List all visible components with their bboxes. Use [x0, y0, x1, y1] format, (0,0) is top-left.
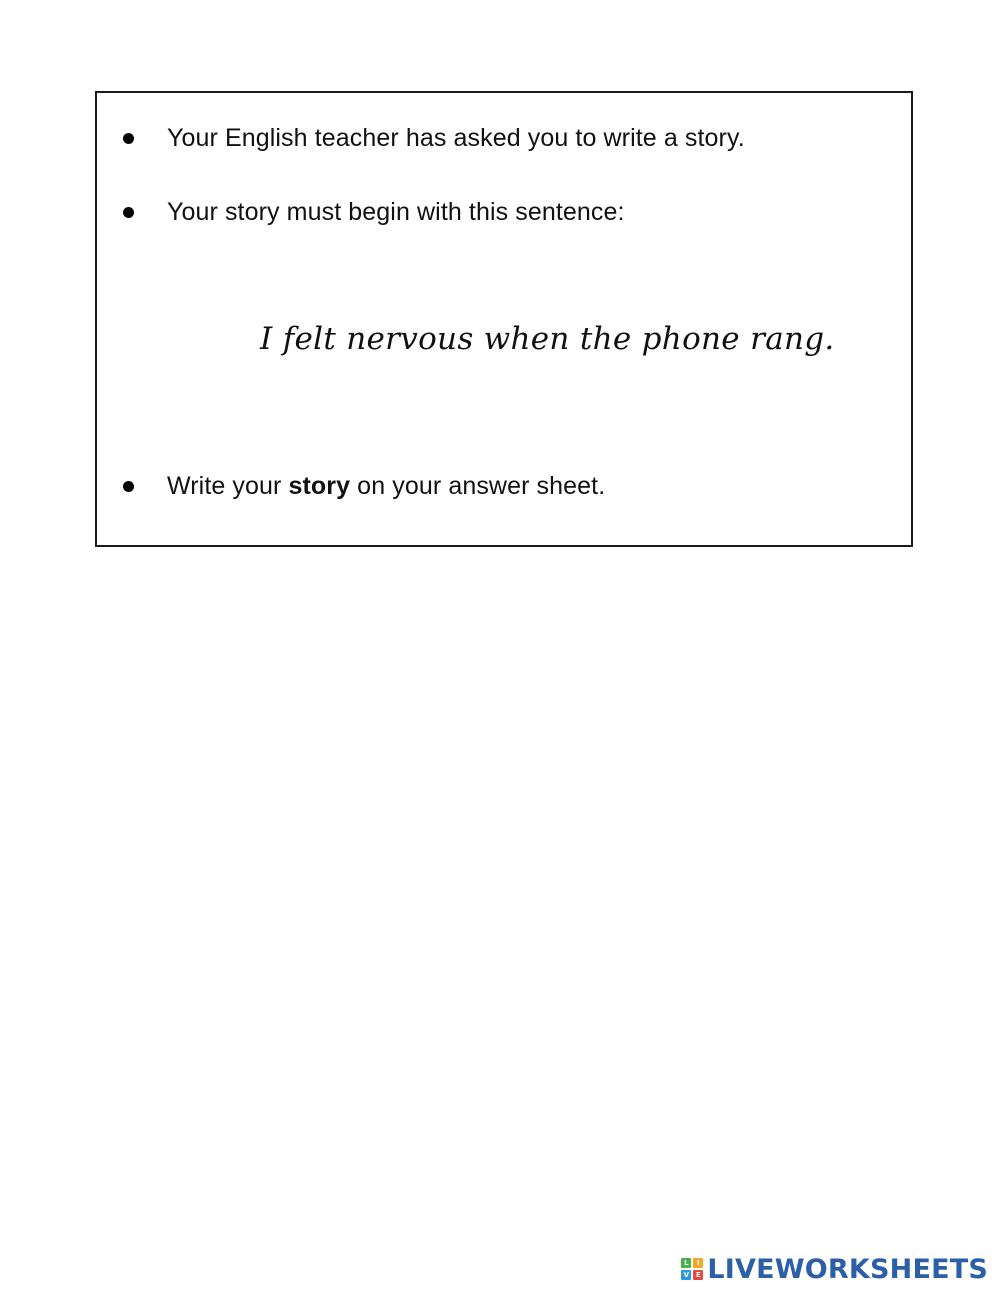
instruction-text — [167, 472, 605, 501]
brand-name: LIVEWORKSHEETS — [707, 1253, 988, 1285]
opening-sentence: I felt nervous when the phone rang. — [260, 321, 835, 357]
bullet-point-icon — [123, 207, 134, 218]
instruction-item — [97, 466, 911, 506]
logo-tile: E — [693, 1270, 703, 1280]
logo-tile: V — [681, 1270, 691, 1280]
bullet-point-icon — [123, 133, 134, 144]
instruction-text: Your story must begin with this sentence: — [167, 197, 625, 226]
instruction-item — [97, 118, 911, 158]
instruction-suffix: on your answer sheet. — [350, 471, 606, 500]
liveworksheets-brand — [681, 1252, 988, 1286]
instruction-emphasis: story — [288, 471, 351, 500]
logo-tile: I — [693, 1258, 703, 1268]
liveworksheets-logo-icon — [681, 1258, 703, 1280]
writing-task-box — [95, 91, 913, 547]
instruction-text: Your English teacher has asked you to write a story. — [167, 123, 745, 152]
bullet-point-icon — [123, 481, 134, 492]
instruction-prefix: Write your — [167, 471, 289, 500]
logo-tile: L — [681, 1258, 691, 1268]
instruction-item — [97, 192, 911, 232]
